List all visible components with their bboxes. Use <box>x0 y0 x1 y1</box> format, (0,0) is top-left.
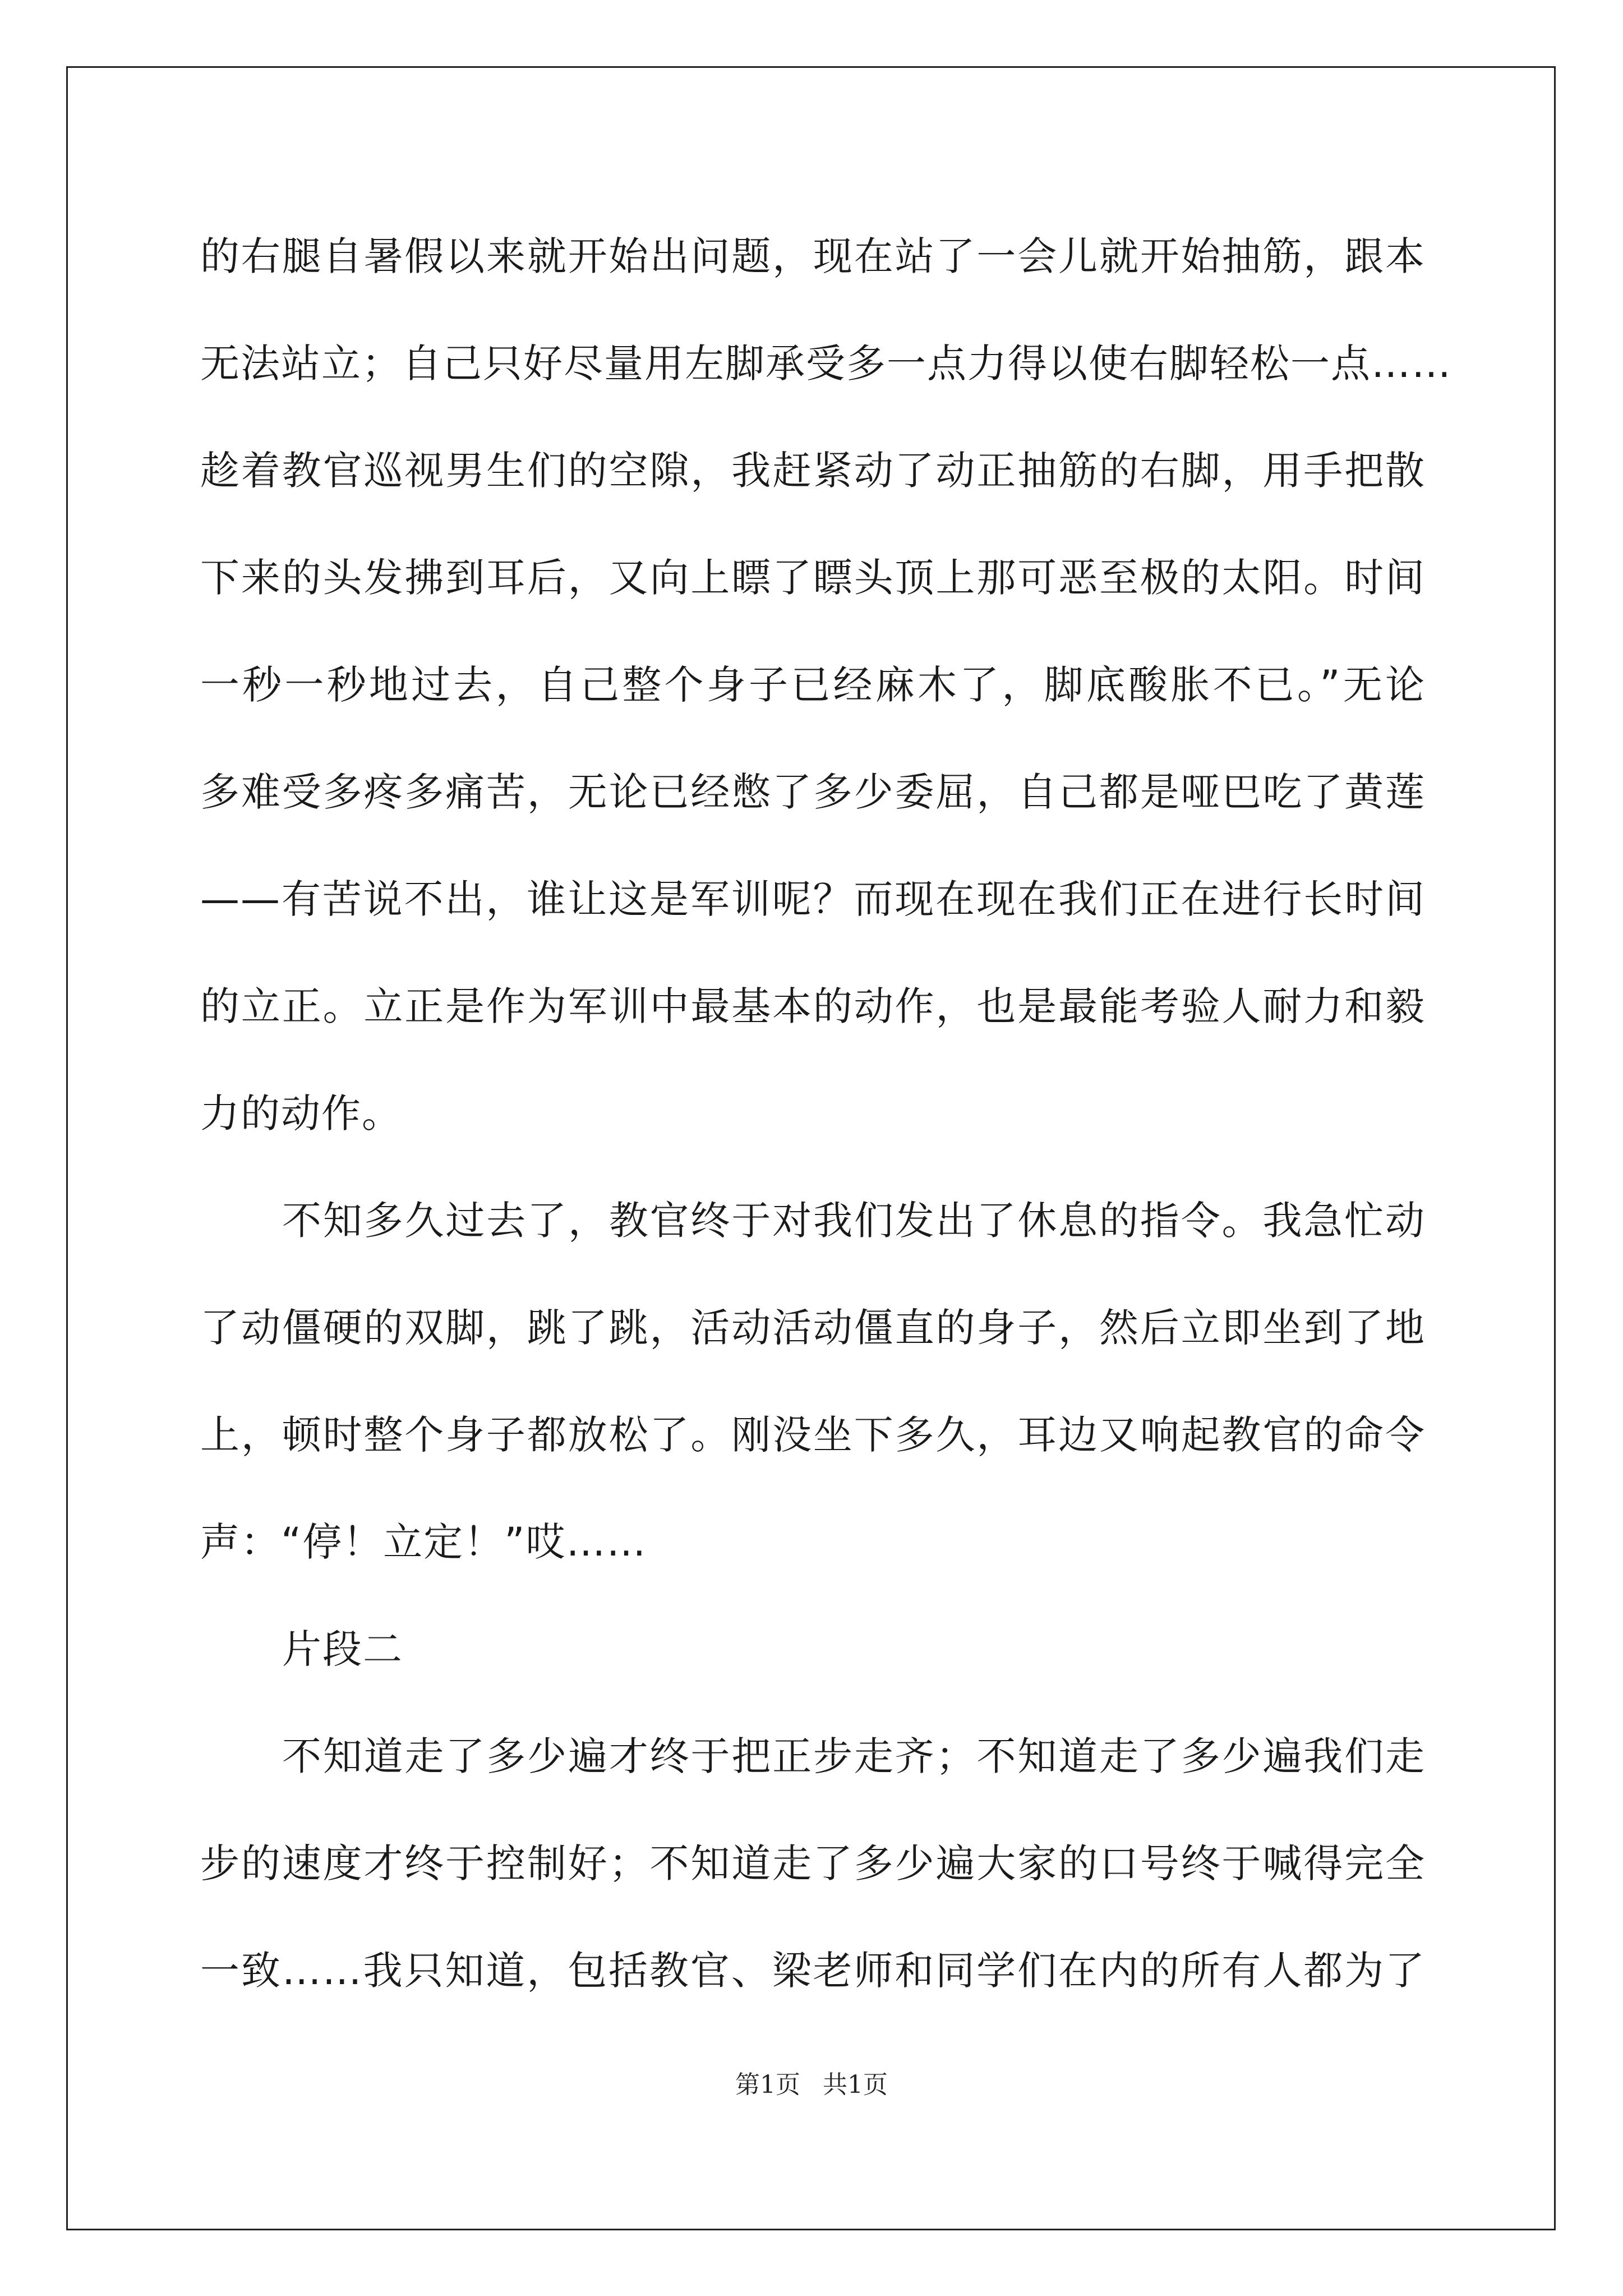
document-body <box>200 203 1452 2024</box>
text-line: 不知道走了多少遍才终于把正步走齐；不知道走了多少遍我们走 <box>282 1733 1426 1779</box>
text-line: 一致……我只知道，包括教官、梁老师和同学们在内的所有人都为了 <box>200 1948 1426 1994</box>
text-line: 步的速度才终于控制好；不知道走了多少遍大家的口号终于喊得完全 <box>200 1841 1426 1887</box>
text-line: 片段二 <box>282 1626 403 1672</box>
text-line: 了动僵硬的双脚，跳了跳，活动活动僵直的身子，然后立即坐到了地 <box>200 1305 1426 1351</box>
text-line: 声：“停！立定！”哎…… <box>200 1519 647 1565</box>
text-line: 的立正。立正是作为军训中最基本的动作，也是最能考验人耐力和毅 <box>200 983 1426 1029</box>
page-total: 共1页 <box>823 2070 888 2099</box>
page-footer <box>0 2064 1623 2100</box>
text-line: 无法站立；自己只好尽量用左脚承受多一点力得以使右脚轻松一点…… <box>200 341 1452 386</box>
page-number: 第1页 <box>735 2070 800 2099</box>
text-line: ——有苦说不出，谁让这是军训呢？而现在现在我们正在进行长时间 <box>200 876 1426 922</box>
text-line: 多难受多疼多痛苦，无论已经憋了多少委屈，自己都是哑巴吃了黄莲 <box>200 769 1426 815</box>
text-line: 不知多久过去了，教官终于对我们发出了休息的指令。我急忙动 <box>282 1198 1426 1244</box>
text-line: 一秒一秒地过去，自己整个身子已经麻木了，脚底酸胀不已。”无论 <box>200 662 1426 708</box>
text-line: 的右腿自暑假以来就开始出问题，现在站了一会儿就开始抽筋，跟本 <box>200 233 1426 279</box>
text-line: 下来的头发拂到耳后，又向上瞟了瞟头顶上那可恶至极的太阳。时间 <box>200 555 1426 601</box>
text-line: 力的动作。 <box>200 1091 402 1137</box>
text-line: 趁着教官巡视男生们的空隙，我赶紧动了动正抽筋的右脚，用手把散 <box>200 448 1426 494</box>
text-line: 上，顿时整个身子都放松了。刚没坐下多久，耳边又响起教官的命令 <box>200 1412 1426 1458</box>
